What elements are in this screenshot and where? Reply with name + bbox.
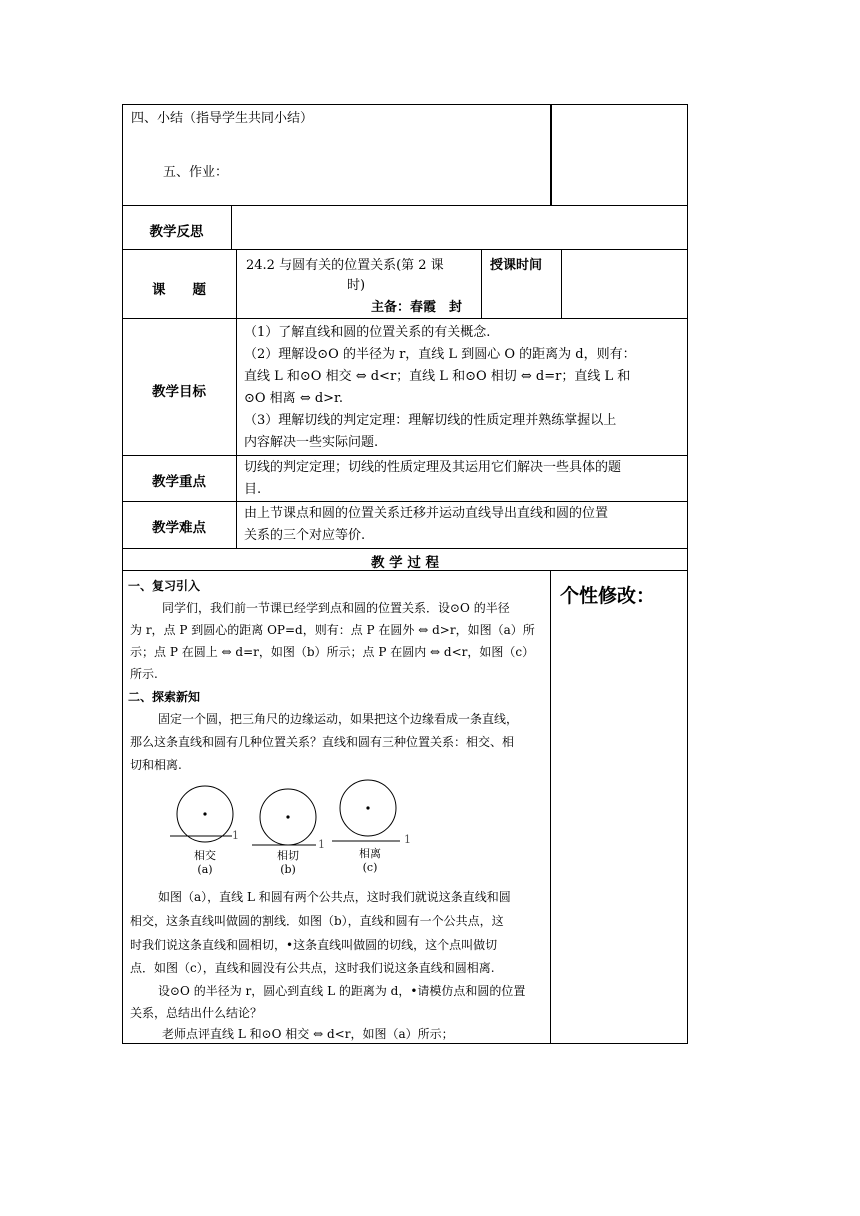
figure-c-tag: (c) — [362, 861, 378, 874]
explain-line: 设⊙O 的半径为 r，圆心到直线 L 的距离为 d，•请模仿点和圆的位置 — [158, 984, 526, 998]
figure-b-tangent — [252, 789, 316, 845]
goals-line: （3）理解切线的判定定理：理解切线的性质定理并熟练掌握以上 — [244, 413, 617, 428]
explain-line: 点．如图（c），直线和圆没有公共点，这时我们说这条直线和圆相离. — [130, 961, 495, 975]
topic-label: 课 题 — [152, 282, 206, 298]
review-heading: 一、复习引入 — [128, 579, 201, 593]
topic-title-line2: 时) — [347, 278, 366, 293]
goals-line: （1）了解直线和圆的位置关系的有关概念. — [244, 325, 491, 340]
difficulties-line: 由上节课点和圆的位置关系迁移并运动直线导出直线和圆的位置 — [244, 506, 609, 521]
explain-line: 如图（a），直线 L 和圆有两个公共点，这时我们就说这条直线和圆 — [158, 890, 511, 904]
explore-heading: 二、探索新知 — [128, 690, 201, 704]
review-line: 同学们，我们前一节课已经学到点和圆的位置关系．设⊙O 的半径 — [162, 601, 510, 615]
goals-line: ⊙O 相离 ⇔ d>r. — [244, 391, 343, 406]
key-points-line: 目. — [244, 482, 262, 497]
figure-a-intersect — [170, 786, 233, 842]
figure-c-name: 相离 — [359, 847, 381, 860]
homework-text: 五、作业： — [163, 165, 229, 180]
explain-line: 关系，总结出什么结论？ — [130, 1006, 263, 1020]
reflection-label: 教学反思 — [149, 224, 204, 240]
key-points-label: 教学重点 — [152, 474, 206, 490]
review-line: 为 r，点 P 到圆心的距离 OP=d，则有：点 P 在圆外 ⇔ d>r，如图（a）所 — [130, 623, 535, 637]
figure-c-separate — [332, 780, 400, 841]
explore-line: 切和相离. — [130, 758, 182, 772]
explain-line: 老师点评直线 L 和⊙O 相交 ⇔ d<r，如图（a）所示； — [162, 1027, 454, 1041]
goals-label: 教学目标 — [152, 384, 206, 400]
explain-line: 相交，这条直线叫做圆的割线．如图（b），直线和圆有一个公共点，这 — [130, 914, 504, 928]
review-line: 所示. — [130, 667, 158, 681]
figure-a-tag: (a) — [197, 863, 213, 876]
explore-line: 那么这条直线和圆有几种位置关系？直线和圆有三种位置关系：相交、相 — [130, 735, 515, 749]
figure-b-name: 相切 — [277, 849, 299, 862]
key-points-line: 切线的判定定理；切线的性质定理及其运用它们解决一些具体的题 — [244, 460, 622, 475]
goals-line: 直线 L 和⊙O 相交 ⇔ d<r；直线 L 和⊙O 相切 ⇔ d=r；直线 L 和 — [244, 369, 631, 384]
difficulties-label: 教学难点 — [152, 520, 206, 536]
explore-line: 固定一个圆，把三角尺的边缘运动，如果把这个边缘看成一条直线， — [158, 712, 519, 726]
summary-text: 四、小结（指导学生共同小结） — [131, 111, 314, 126]
goals-line: 内容解决一些实际问题. — [244, 435, 379, 450]
figure-a-name: 相交 — [194, 849, 216, 862]
figure-b-line-label: 1 — [318, 838, 325, 851]
figure-b-tag: (b) — [280, 863, 296, 876]
topic-author: 主备：春霞 封 — [371, 300, 463, 315]
review-line: 示；点 P 在圆上 ⇔ d=r，如图（b）所示；点 P 在圆内 ⇔ d<r，如图（c） — [130, 645, 535, 659]
time-label: 授课时间 — [490, 258, 543, 273]
figure-a-line-label: 1 — [232, 829, 239, 842]
figure-c-line-label: 1 — [404, 833, 411, 846]
difficulties-line: 关系的三个对应等价. — [244, 528, 366, 543]
goals-line: （2）理解设⊙O 的半径为 r，直线 L 到圆心 O 的距离为 d，则有： — [244, 347, 636, 362]
explain-line: 时我们说这条直线和圆相切，•这条直线叫做圆的切线，这个点叫做切 — [130, 938, 498, 952]
personal-edit-label: 个性修改： — [560, 585, 656, 607]
topic-title-line1: 24.2 与圆有关的位置关系(第 2 课 — [246, 258, 444, 273]
process-header: 教 学 过 程 — [370, 555, 440, 571]
